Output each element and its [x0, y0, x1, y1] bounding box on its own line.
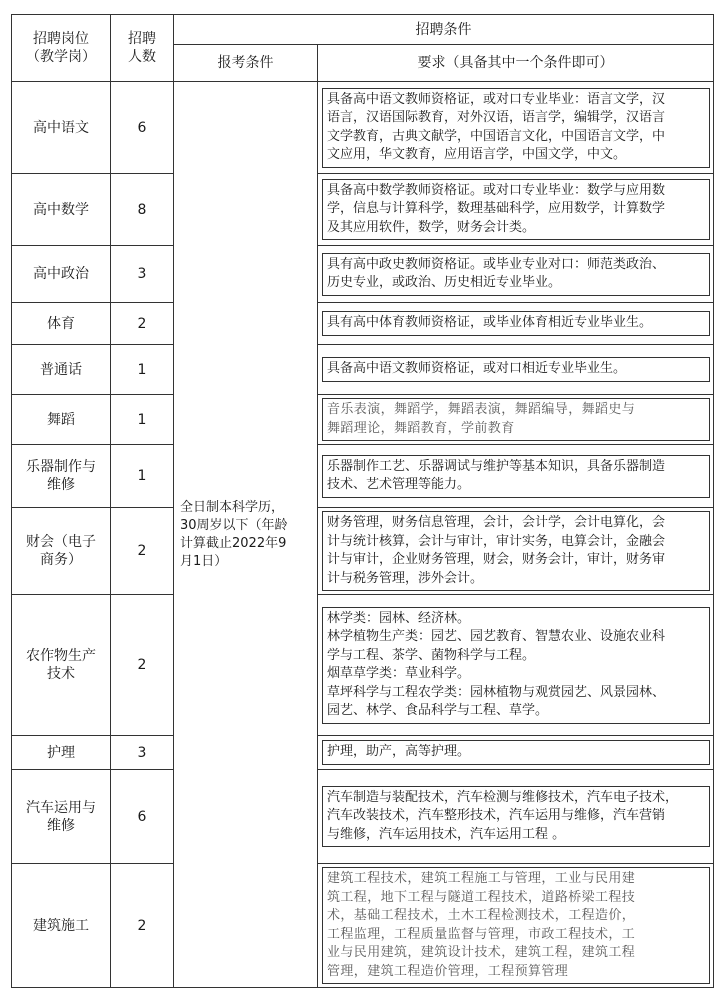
- exam-condition-line: 计算截止2022年9: [180, 535, 287, 551]
- count-cell: 3: [111, 736, 174, 770]
- requirement-line: 术，基础工程技术，土木工程检测技术，工程造价，: [327, 908, 636, 923]
- requirement-cell: [318, 864, 714, 988]
- exam-condition-line: 30周岁以下（年龄: [180, 517, 288, 533]
- requirement-cell: [318, 395, 714, 445]
- table-row: [12, 770, 714, 864]
- requirement-line: 计与审计，企业财务管理，财会，财务会计，审计，财务审: [327, 552, 666, 567]
- exam-condition-cell: [174, 82, 318, 988]
- requirement-line: 历史专业，或政治、历史相近专业毕业。: [327, 275, 562, 290]
- requirement-line: 计与税务管理，涉外会计。: [327, 570, 484, 586]
- position-line: 农作物生产: [26, 648, 96, 664]
- requirement-line: 筑工程，地下工程与隧道工程技术，道路桥梁工程技: [327, 889, 636, 905]
- requirement-line: 汽车改装技术，汽车整形技术，汽车运用与维修，汽车营销: [327, 808, 666, 824]
- requirement-box: [322, 357, 710, 382]
- requirement-line: 烟草草学类：草业科学。: [327, 666, 471, 681]
- requirement-line: 文应用，华文教育，应用语言学，中国文学，中文。: [327, 147, 627, 162]
- table-row: [12, 595, 714, 736]
- position-cell: [12, 595, 111, 736]
- position-cell: [12, 736, 111, 770]
- count-cell: 2: [111, 864, 174, 988]
- position-cell: [12, 445, 111, 508]
- header-position-line: （教学岗）: [26, 49, 96, 65]
- position-cell: [12, 246, 111, 303]
- table-row: [12, 395, 714, 445]
- requirement-box: [322, 398, 710, 441]
- requirement-line: 乐器制作工艺、乐器调试与维护等基本知识，具备乐器制造: [327, 458, 666, 474]
- requirement-cell: [318, 508, 714, 595]
- header-requirement: 要求（具备其中一个条件即可）: [318, 45, 714, 82]
- header-position-line: 招聘岗位: [33, 31, 89, 47]
- requirement-box: [322, 786, 710, 848]
- requirement-line: 语言，汉语国际教育，对外汉语，语言学，编辑学，汉语言: [327, 110, 666, 125]
- count-cell: 2: [111, 303, 174, 345]
- requirement-line: 具备高中语文教师资格证，或对口相近专业毕业生。: [327, 361, 627, 377]
- requirement-cell: [318, 736, 714, 770]
- exam-condition-line: 月1日）: [180, 553, 228, 569]
- requirement-box: [322, 607, 710, 724]
- requirement-line: 音乐表演，舞蹈学，舞蹈表演，舞蹈编导，舞蹈史与: [327, 402, 636, 417]
- position-cell: [12, 508, 111, 595]
- position-line: 体育: [47, 315, 75, 332]
- position-line: 护理: [47, 744, 75, 761]
- requirement-line: 林学类：园林、经济林。: [327, 610, 471, 626]
- position-line: 普通话: [40, 361, 82, 378]
- requirement-line: 具备高中语文教师资格证，或对口专业毕业：语言文学，汉: [327, 91, 666, 107]
- requirement-cell: [318, 770, 714, 864]
- requirement-box: [322, 179, 710, 241]
- count-cell: 2: [111, 508, 174, 595]
- table-row: [12, 445, 714, 508]
- header-conditions: 招聘条件: [174, 15, 714, 45]
- requirement-cell: [318, 174, 714, 246]
- table-row: [12, 246, 714, 303]
- requirement-line: 具备高中数学教师资格证。或对口专业毕业：数学与应用数: [327, 182, 666, 198]
- position-line: 高中政治: [33, 266, 89, 282]
- count-cell: 6: [111, 770, 174, 864]
- requirement-line: 园艺、林学、食品科学与工程、草学。: [327, 703, 549, 718]
- position-cell: [12, 395, 111, 445]
- header-count-line: 人数: [128, 49, 156, 65]
- position-line: 高中语文: [33, 119, 89, 136]
- requirement-line: 林学植物生产类：园艺、园艺教育、智慧农业、设施农业科: [327, 629, 666, 644]
- table-row: [12, 345, 714, 395]
- requirement-line: 护理，助产，高等护理。: [327, 744, 471, 760]
- requirement-line: 工程监理，工程质量监督与管理，市政工程技术，工: [327, 926, 636, 942]
- position-cell: [12, 864, 111, 988]
- requirement-cell: [318, 246, 714, 303]
- table-row: [12, 508, 714, 595]
- position-line: 商务）: [40, 552, 82, 568]
- requirement-line: 具有高中政史教师资格证。或毕业专业对口：师范类政治、: [327, 256, 666, 272]
- header-position: [12, 15, 111, 82]
- requirement-line: 文学教育，古典文献学，中国语言文化，中国语言文学，中: [327, 128, 666, 144]
- requirement-line: 财务管理，财务信息管理，会计，会计学，会计电算化，会: [327, 515, 666, 530]
- table-row: [12, 736, 714, 770]
- requirement-cell: [318, 345, 714, 395]
- position-line: 汽车运用与: [26, 799, 96, 816]
- table-row: [12, 303, 714, 345]
- table-row: [12, 864, 714, 988]
- requirement-line: 建筑工程技术，建筑工程施工与管理，工业与民用建: [327, 871, 636, 886]
- position-cell: [12, 770, 111, 864]
- requirement-line: 学与工程、茶学、菌物科学与工程。: [327, 647, 536, 663]
- header-count-line: 招聘: [128, 31, 156, 47]
- requirement-line: 具有高中体育教师资格证，或毕业体育相近专业毕业生。: [327, 315, 653, 331]
- requirement-cell: [318, 445, 714, 508]
- table-row: [12, 174, 714, 246]
- requirement-box: [322, 88, 710, 168]
- requirement-cell: [318, 595, 714, 736]
- requirement-line: 与维修，汽车运用技术，汽车运用工程 。: [327, 826, 566, 842]
- position-cell: [12, 82, 111, 174]
- count-cell: 1: [111, 395, 174, 445]
- position-line: 舞蹈: [47, 411, 75, 428]
- position-line: 乐器制作与: [26, 459, 96, 475]
- count-cell: 6: [111, 82, 174, 174]
- requirement-box: [322, 455, 710, 498]
- count-cell: 3: [111, 246, 174, 303]
- requirement-cell: [318, 82, 714, 174]
- position-cell: [12, 345, 111, 395]
- requirement-box: [322, 253, 710, 296]
- position-line: 高中数学: [33, 201, 89, 218]
- requirement-line: 学，信息与计算科学，数理基础科学，应用数学，计算数学: [327, 201, 666, 217]
- position-cell: [12, 174, 111, 246]
- position-line: 维修: [47, 817, 75, 834]
- requirement-line: 技术、艺术管理等能力。: [327, 477, 471, 492]
- position-cell: [12, 303, 111, 345]
- count-cell: 1: [111, 345, 174, 395]
- position-line: 维修: [47, 477, 75, 493]
- header-count: [111, 15, 174, 82]
- requirement-cell: [318, 303, 714, 345]
- requirement-line: 管理，建筑工程造价管理，工程预算管理: [327, 963, 569, 979]
- requirement-box: [322, 511, 710, 591]
- requirement-box: [322, 867, 710, 984]
- table-body: [12, 82, 714, 988]
- recruitment-table: [11, 14, 714, 988]
- requirement-line: 计与统计核算，会计与审计，审计实务，电算会计，金融会: [327, 533, 666, 549]
- count-cell: 1: [111, 445, 174, 508]
- position-line: 建筑施工: [33, 917, 89, 934]
- requirement-line: 及其应用软件，数学，财务会计类。: [327, 219, 536, 235]
- requirement-line: 草坪科学与工程农学类：园林植物与观赏园艺、风景园林、: [327, 684, 666, 700]
- requirement-line: 业与民用建筑，建筑设计技术，建筑工程，建筑工程: [327, 945, 636, 960]
- header-exam: 报考条件: [174, 45, 318, 82]
- count-cell: 2: [111, 595, 174, 736]
- requirement-box: [322, 740, 710, 765]
- position-line: 财会（电子: [26, 534, 96, 550]
- count-cell: 8: [111, 174, 174, 246]
- position-line: 技术: [47, 666, 75, 682]
- requirement-box: [322, 311, 710, 336]
- table-row: [12, 82, 714, 174]
- requirement-line: 汽车制造与装配技术，汽车检测与维修技术，汽车电子技术，: [327, 789, 679, 805]
- exam-condition-line: 全日制本科学历，: [180, 499, 285, 515]
- requirement-line: 舞蹈理论，舞蹈教育，学前教育: [327, 420, 515, 436]
